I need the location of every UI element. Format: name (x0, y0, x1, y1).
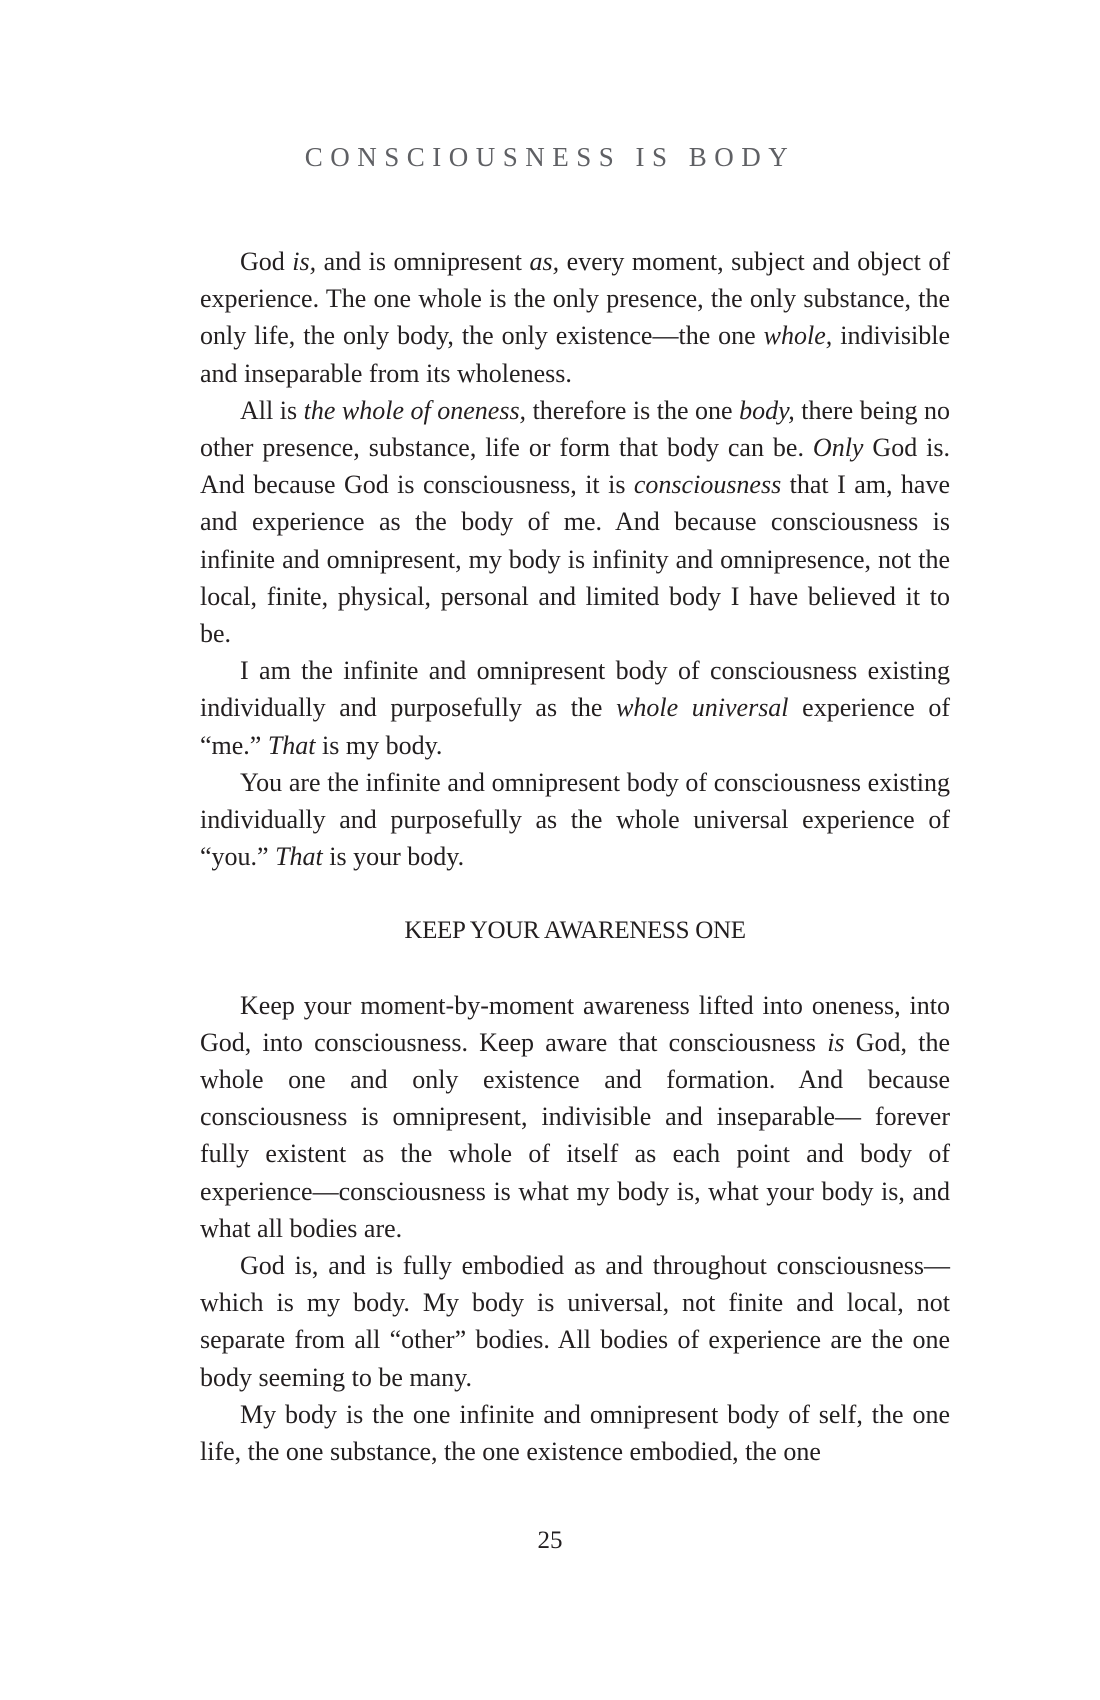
paragraph (200, 1396, 950, 1470)
page-number: 25 (537, 1527, 563, 1554)
text-run: and is omnipresent (316, 247, 530, 276)
paragraph (200, 652, 950, 764)
text-run: therefore is the one (526, 395, 740, 425)
paragraph (200, 987, 950, 1247)
paragraph (200, 764, 950, 876)
paragraph (200, 1247, 950, 1396)
text-run: God (240, 247, 293, 276)
paragraph (200, 392, 950, 652)
italic-text: body, (739, 395, 795, 425)
italic-text: Only (812, 433, 864, 463)
text-run: is my body. (315, 730, 443, 760)
italic-text: That (267, 730, 316, 760)
body-text (200, 243, 950, 1470)
italic-text: That (275, 842, 323, 872)
italic-text: is, (292, 247, 317, 276)
italic-text: consciousness (633, 470, 782, 500)
text-run: Keep your moment-by-moment awareness lifted into oneness, into God, into consciousness. Keep aware that consciousness (200, 990, 950, 1057)
text-run: God is. And because God is consciousness, it is (200, 433, 950, 500)
italic-text: the whole of oneness, (303, 395, 527, 425)
text-run: every moment, subject and object of experience. The one whole is the only presence, the only substance, the only life, the only body, the only existence—the one (200, 247, 950, 351)
section-title: KEEP YOUR AWARENESS ONE (404, 917, 746, 945)
text-run: I am the infinite and omnipresent body of consciousness existing individually and purposefully as the (200, 656, 950, 723)
text-run: there being no other presence, substance, life or form that body can be. (200, 395, 950, 463)
text-run: God, the whole one and only existence and formation. And because consciousness is omnipresent, indivisible and inseparable— forever fully existent as the whole of itself as each point and body of experience—consciousness is what my body is, what your body is, and what all bodies are. (200, 1027, 950, 1243)
text-run: is your body. (322, 842, 465, 872)
text-run: God is, and is fully embodied as and throughout consciousness—which is my body. My body is universal, not finite and local, not separate from all “other” bodies. All bodies of experience are the one body seeming to be many. (200, 1251, 950, 1392)
text-run: You are the infinite and omnipresent body of consciousness existing individually and purposefully as the whole universal experience of “you.” (200, 767, 950, 872)
running-head: CONSCIOUSNESS IS BODY (304, 142, 796, 172)
text-run: All is (240, 395, 304, 425)
text-run: that I am, have and experience as the body of me. And because consciousness is infinite and omnipresent, my body is infinity and omnipresence, not the local, finite, physical, personal and limited body I have believed it to be. (200, 470, 950, 649)
italic-text: whole universal (616, 693, 789, 723)
paragraph (200, 243, 950, 392)
italic-text: as, (529, 247, 560, 276)
text-run: indivisible and inseparable from its wholeness. (200, 321, 950, 388)
italic-text: is (827, 1027, 845, 1057)
text-run: My body is the one infinite and omnipresent body of self, the one life, the one substance, the one existence embodied, the one (200, 1399, 950, 1467)
text-run: experience of “me.” (200, 693, 950, 760)
italic-text: whole, (763, 321, 833, 351)
